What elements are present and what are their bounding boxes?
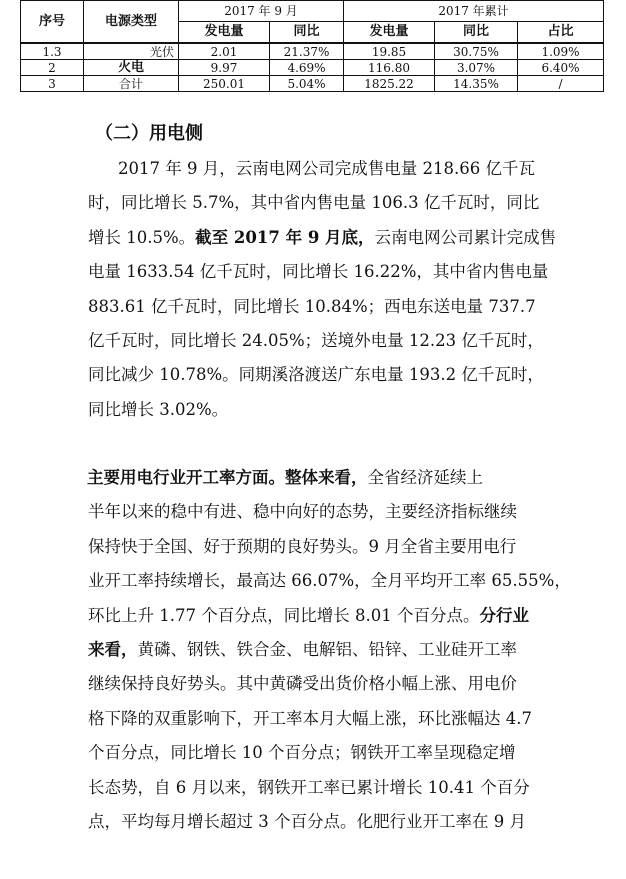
text-line (88, 221, 574, 255)
cell-gen: 2.01 (179, 43, 270, 60)
table-row (21, 43, 604, 60)
text-line: 格下降的双重影响下，开工率本月大幅上涨，环比涨幅达 4.7 (88, 708, 532, 728)
section-title: （二）用电侧 (95, 123, 203, 144)
header-type: 电源类型 (84, 1, 179, 44)
header-gen: 发电量 (179, 22, 270, 44)
text-run: 环比上升 1.77 个百分点，同比增长 8.01 个百分点。 (88, 605, 480, 625)
table-row (21, 60, 604, 76)
text-line: 半年以来的稳中有进、稳中向好的态势，主要经济指标继续 (88, 502, 517, 522)
text-line: 同比增长 3.02%。 (88, 399, 229, 419)
paragraph-consumption (88, 152, 574, 427)
text-line (87, 461, 574, 495)
cell-share: 1.09% (518, 43, 604, 60)
cell-yoy: 5.04% (270, 76, 344, 92)
cell-type: 火电 (84, 60, 179, 76)
cell-cyoy: 3.07% (435, 60, 518, 76)
text-run: 增长 10.5%。 (88, 227, 196, 247)
cell-cgen: 1825.22 (344, 76, 435, 92)
text-line (88, 633, 574, 667)
cell-seq: 1.3 (21, 43, 84, 60)
text-line: 同比减少 10.78%。同期溪洛渡送广东电量 193.2 亿千瓦时， (88, 365, 544, 385)
text-run-bold: 主要用电行业开工率方面。 (87, 468, 285, 487)
text-line: 保持快于全国、好于预期的良好势头。9 月全省主要用电行 (88, 536, 517, 556)
header-yoy2: 同比 (435, 22, 518, 44)
cell-cgen: 19.85 (344, 43, 435, 60)
cell-share: / (518, 76, 604, 92)
text-line: 时，同比增长 5.7%，其中省内售电量 106.3 亿千瓦时，同比 (88, 193, 540, 213)
cell-yoy: 4.69% (270, 60, 344, 76)
cell-seq: 2 (21, 60, 84, 76)
text-run-bold: 整体来看， (285, 468, 368, 487)
text-run-bold: 分行业 (479, 605, 529, 625)
cell-cgen: 116.80 (344, 60, 435, 76)
text-run-bold: 来看， (88, 640, 138, 660)
paragraph-industry (88, 461, 574, 839)
text-line: 继续保持良好势头。其中黄磷受出货价格小幅上涨、用电价 (88, 674, 517, 694)
text-run-bold: 截至 2017 年 9 月底， (195, 227, 375, 247)
header-yoy: 同比 (270, 22, 344, 44)
text-line: 电量 1633.54 亿千瓦时，同比增长 16.22%，其中省内售电量 (88, 262, 549, 282)
header-cumulative: 2017 年累计 (344, 1, 604, 22)
cell-yoy: 21.37% (270, 43, 344, 60)
text-line: 亿千瓦时，同比增长 24.05%；送境外电量 12.23 亿千瓦时， (88, 331, 544, 351)
text-line: 长态势，自 6 月以来，钢铁开工率已累计增长 10.41 个百分 (88, 777, 530, 797)
generation-table (20, 0, 604, 92)
text-line: 业开工率持续增长，最高达 66.07%，全月平均开工率 65.55%， (88, 571, 571, 591)
header-gen2: 发电量 (344, 22, 435, 44)
header-seq: 序号 (21, 1, 84, 44)
cell-share: 6.40% (518, 60, 604, 76)
text-line: 883.61 亿千瓦时，同比增长 10.84%；西电东送电量 737.7 (88, 296, 536, 316)
text-line: 2017 年 9 月，云南电网公司完成售电量 218.66 亿千瓦 (118, 159, 535, 178)
text-run: 云南电网公司累计完成售 (374, 227, 557, 247)
cell-type: 光伏 (84, 43, 179, 60)
cell-seq: 3 (21, 76, 84, 92)
table-header-row (21, 1, 604, 22)
table-row (21, 76, 604, 92)
cell-cyoy: 30.75% (435, 43, 518, 60)
text-line: 点，平均每月增长超过 3 个百分点。化肥行业开工率在 9 月 (88, 812, 526, 832)
cell-gen: 250.01 (179, 76, 270, 92)
text-run: 黄磷、钢铁、铁合金、电解铝、铅锌、工业硅开工率 (137, 640, 517, 660)
text-run: 全省经济延续上 (367, 468, 483, 487)
header-share: 占比 (518, 22, 604, 44)
text-line: 个百分点，同比增长 10 个百分点；钢铁开工率呈现稳定增 (88, 743, 516, 763)
cell-type: 合计 (84, 76, 179, 92)
cell-cyoy: 14.35% (435, 76, 518, 92)
cell-gen: 9.97 (179, 60, 270, 76)
text-line (88, 599, 574, 633)
header-sep-month: 2017 年 9 月 (179, 1, 344, 22)
